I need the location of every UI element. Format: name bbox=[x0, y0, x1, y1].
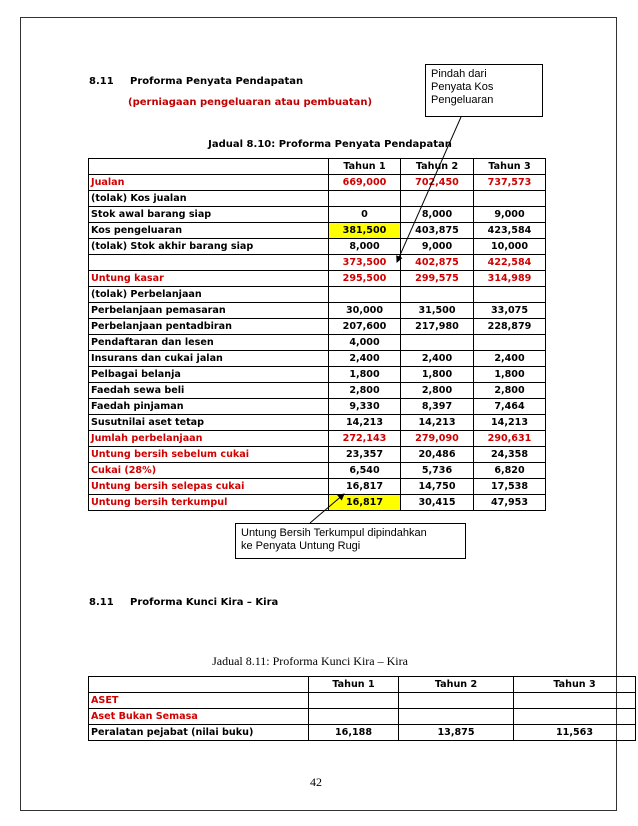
table-row bbox=[89, 693, 636, 709]
row-value-cell: 30,415 bbox=[401, 495, 474, 511]
row-label-cell: Aset Bukan Semasa bbox=[89, 709, 309, 725]
row-value-cell: 20,486 bbox=[401, 447, 474, 463]
row-value-cell: 9,000 bbox=[401, 239, 474, 255]
row-value-cell: 1,800 bbox=[329, 367, 401, 383]
row-value-cell: 702,450 bbox=[401, 175, 474, 191]
callout-line: ke Penyata Untung Rugi bbox=[241, 540, 361, 552]
row-label-cell: Peralatan pejabat (nilai buku) bbox=[89, 725, 309, 741]
row-label-cell: (tolak) Perbelanjaan bbox=[89, 287, 329, 303]
row-label-cell: Kos pengeluaran bbox=[89, 223, 329, 239]
row-value-cell: 24,358 bbox=[474, 447, 546, 463]
row-value-cell: 6,820 bbox=[474, 463, 546, 479]
callout-line: Pindah dari bbox=[431, 68, 487, 80]
row-value-cell: 13,875 bbox=[399, 725, 514, 741]
row-value-cell: 6,540 bbox=[329, 463, 401, 479]
row-value-cell: 16,817 bbox=[329, 479, 401, 495]
row-value-cell: 207,600 bbox=[329, 319, 401, 335]
callout-line: Penyata Kos bbox=[431, 81, 494, 93]
row-label-cell: Faedah pinjaman bbox=[89, 399, 329, 415]
table-row bbox=[89, 709, 636, 725]
row-value-cell: 314,989 bbox=[474, 271, 546, 287]
row-value-cell: 14,213 bbox=[401, 415, 474, 431]
row-value-cell bbox=[399, 709, 514, 725]
header-year-cell: Tahun 1 bbox=[329, 159, 401, 175]
header-year-cell: Tahun 3 bbox=[474, 159, 546, 175]
row-label-cell: Insurans dan cukai jalan bbox=[89, 351, 329, 367]
row-value-cell: 2,400 bbox=[474, 351, 546, 367]
row-value-cell: 8,000 bbox=[401, 207, 474, 223]
header-year-cell: Tahun 2 bbox=[401, 159, 474, 175]
row-value-cell bbox=[514, 693, 636, 709]
row-value-cell: 14,213 bbox=[474, 415, 546, 431]
row-value-cell: 23,357 bbox=[329, 447, 401, 463]
row-value-cell: 8,397 bbox=[401, 399, 474, 415]
row-value-cell: 217,980 bbox=[401, 319, 474, 335]
row-value-cell: 1,800 bbox=[474, 367, 546, 383]
row-value-cell: 2,800 bbox=[329, 383, 401, 399]
row-label-cell: Perbelanjaan pemasaran bbox=[89, 303, 329, 319]
row-value-cell: 14,750 bbox=[401, 479, 474, 495]
row-value-cell: 402,875 bbox=[401, 255, 474, 271]
row-label-cell: Untung kasar bbox=[89, 271, 329, 287]
row-value-cell bbox=[309, 693, 399, 709]
row-value-cell: 403,875 bbox=[401, 223, 474, 239]
row-value-cell: 669,000 bbox=[329, 175, 401, 191]
row-value-cell: 422,584 bbox=[474, 255, 546, 271]
arrow-to-profit bbox=[310, 494, 344, 523]
row-value-cell: 16,817 bbox=[329, 495, 401, 511]
header-label-cell bbox=[89, 677, 309, 693]
table-header-row bbox=[89, 677, 636, 693]
row-label-cell: (tolak) Kos jualan bbox=[89, 191, 329, 207]
row-value-cell: 17,538 bbox=[474, 479, 546, 495]
row-label-cell: (tolak) Stok akhir barang siap bbox=[89, 239, 329, 255]
row-label-cell: Pelbagai belanja bbox=[89, 367, 329, 383]
row-value-cell: 737,573 bbox=[474, 175, 546, 191]
row-value-cell: 290,631 bbox=[474, 431, 546, 447]
row-value-cell bbox=[399, 693, 514, 709]
row-value-cell: 373,500 bbox=[329, 255, 401, 271]
row-label-cell: Susutnilai aset tetap bbox=[89, 415, 329, 431]
row-value-cell: 1,800 bbox=[401, 367, 474, 383]
row-label-cell: Faedah sewa beli bbox=[89, 383, 329, 399]
row-label-cell: ASET bbox=[89, 693, 309, 709]
row-value-cell: 279,090 bbox=[401, 431, 474, 447]
section2-title: Proforma Kunci Kira – Kira bbox=[130, 597, 279, 608]
row-label-cell: Untung bersih selepas cukai bbox=[89, 479, 329, 495]
row-value-cell: 299,575 bbox=[401, 271, 474, 287]
header-year-cell: Tahun 3 bbox=[514, 677, 636, 693]
row-label-cell: Perbelanjaan pentadbiran bbox=[89, 319, 329, 335]
table2-caption: Jadual 8.11: Proforma Kunci Kira – Kira bbox=[212, 654, 408, 668]
row-label-cell: Untung bersih sebelum cukai bbox=[89, 447, 329, 463]
row-value-cell: 295,500 bbox=[329, 271, 401, 287]
row-value-cell: 10,000 bbox=[474, 239, 546, 255]
page-number: 42 bbox=[310, 775, 322, 789]
row-value-cell: 16,188 bbox=[309, 725, 399, 741]
callout-line: Pengeluaran bbox=[431, 94, 494, 106]
row-value-cell: 2,400 bbox=[401, 351, 474, 367]
row-label-cell: Untung bersih terkumpul bbox=[89, 495, 329, 511]
row-value-cell: 11,563 bbox=[514, 725, 636, 741]
arrow-to-cost bbox=[397, 117, 461, 262]
row-value-cell: 0 bbox=[329, 207, 401, 223]
row-value-cell: 2,400 bbox=[329, 351, 401, 367]
row-value-cell: 9,330 bbox=[329, 399, 401, 415]
row-label-cell: Jumlah perbelanjaan bbox=[89, 431, 329, 447]
row-value-cell bbox=[514, 709, 636, 725]
row-value-cell: 9,000 bbox=[474, 207, 546, 223]
row-value-cell: 2,800 bbox=[401, 383, 474, 399]
row-value-cell: 14,213 bbox=[329, 415, 401, 431]
row-value-cell: 33,075 bbox=[474, 303, 546, 319]
row-value-cell: 47,953 bbox=[474, 495, 546, 511]
row-value-cell bbox=[309, 709, 399, 725]
callout-line: Untung Bersih Terkumpul dipindahkan bbox=[241, 527, 427, 539]
row-value-cell: 272,143 bbox=[329, 431, 401, 447]
row-label-cell: Cukai (28%) bbox=[89, 463, 329, 479]
row-value-cell: 31,500 bbox=[401, 303, 474, 319]
row-value-cell: 228,879 bbox=[474, 319, 546, 335]
row-label-cell: Pendaftaran dan lesen bbox=[89, 335, 329, 351]
row-value-cell: 8,000 bbox=[329, 239, 401, 255]
row-value-cell: 7,464 bbox=[474, 399, 546, 415]
header-year-cell: Tahun 2 bbox=[399, 677, 514, 693]
section-number: 8.11 bbox=[89, 76, 114, 87]
balance-sheet-table bbox=[88, 676, 636, 741]
section-subtitle: (perniagaan pengeluaran atau pembuatan) bbox=[128, 97, 373, 108]
row-value-cell: 423,584 bbox=[474, 223, 546, 239]
row-value-cell: 30,000 bbox=[329, 303, 401, 319]
row-label-cell: Jualan bbox=[89, 175, 329, 191]
row-value-cell: 2,800 bbox=[474, 383, 546, 399]
header-year-cell: Tahun 1 bbox=[309, 677, 399, 693]
section-title: Proforma Penyata Pendapatan bbox=[130, 76, 304, 87]
row-value-cell: 4,000 bbox=[329, 335, 401, 351]
row-value-cell: 5,736 bbox=[401, 463, 474, 479]
row-value-cell: 381,500 bbox=[329, 223, 401, 239]
table1-caption: Jadual 8.10: Proforma Penyata Pendapatan bbox=[208, 139, 452, 150]
table-row bbox=[89, 725, 636, 741]
row-label-cell: Stok awal barang siap bbox=[89, 207, 329, 223]
section2-number: 8.11 bbox=[89, 597, 114, 608]
